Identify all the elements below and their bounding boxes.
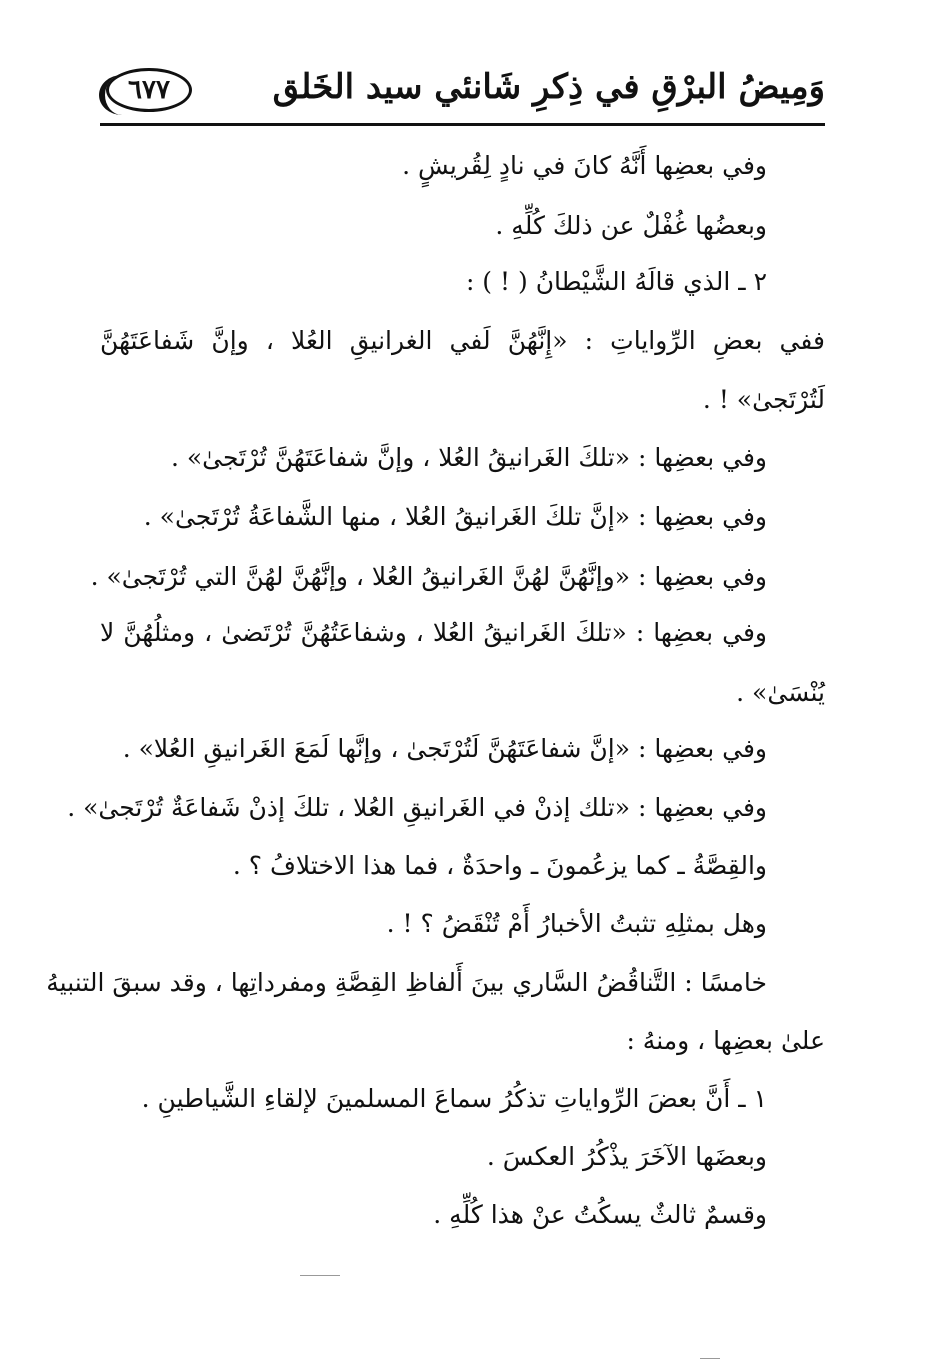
body-line: علىٰ بعضِها ، ومنهُ :	[626, 1026, 825, 1055]
body-line: ١ ـ أَنَّ بعضَ الرِّواياتِ تذكُرُ سماعَ المسلمينَ لإلقاءِ الشَّياطينِ .	[141, 1084, 767, 1113]
body-line: وهل بمثلِهِ تثبتُ الأخبارُ أَمْ تُنْقَضُ ؟ ! .	[386, 909, 767, 938]
scan-mark	[700, 1358, 720, 1359]
body-line: لَتُرْتَجىٰ» ! .	[702, 385, 825, 414]
body-line: وفي بعضِها : «إنَّ شفاعَتَهُنَّ لَتُرْتَجىٰ ، وإنَّها لَمَعَ الغَرانيقِ العُلا» .	[122, 734, 767, 763]
body-line: وفي بعضِها : «تلكَ الغَرانيقُ العُلا ، وشفاعَتُهُنَّ تُرْتَضىٰ ، ومثلُهُنَّ لا	[100, 618, 767, 647]
scan-mark	[300, 1275, 340, 1276]
body-line: ففي بعضِ الرِّواياتِ : «إِنَّهُنَّ لَفي الغرانيقِ العُلا ، وإنَّ شَفاعَتَهُنَّ	[100, 326, 825, 355]
body-line: وفي بعضِها : «تلكَ الغَرانيقُ العُلا ، وإنَّ شفاعَتَهُنَّ تُرْتَجىٰ» .	[170, 443, 767, 472]
body-line: والقِصَّةُ ـ كما يزعُمونَ ـ واحدَةٌ ، فما هذا الاختلافُ ؟ .	[232, 851, 767, 880]
running-header-title: وَمِيضُ البرْقِ في ذِكرِ شَانئي سيد الخَلق	[272, 67, 825, 107]
body-line: وبعضُها غُفْلٌ عن ذلكَ كُلِّهِ .	[495, 211, 767, 240]
body-line: وبعضَها الآخَرَ يذْكُرُ العكسَ .	[486, 1142, 767, 1171]
body-line: وقسمٌ ثالثٌ يسكُتُ عنْ هذا كُلِّهِ .	[433, 1200, 767, 1229]
header-divider	[100, 123, 825, 126]
body-line: خامسًا : التَّناقُضُ السَّاري بينَ أَلفاظِ القِصَّةِ ومفرداتِها ، وقد سبقَ التنبيهُ	[46, 968, 767, 997]
body-line: يُنْسَىٰ» .	[736, 678, 825, 707]
page-number: ٦٧٧	[106, 68, 192, 112]
body-line: وفي بعضِها : «إنَّ تلكَ الغَرانيقُ العُلا ، منها الشَّفاعَةُ تُرْتَجىٰ» .	[143, 502, 767, 531]
body-line: وفي بعضِها : «وإنَّهُنَّ لهُنَّ الغَرانيقُ العُلا ، وإنَّهُنَّ لهُنَّ التي تُرْتَجىٰ» .	[90, 562, 767, 591]
body-line: وفي بعضِها أَنَّهُ كانَ في نادٍ لِقُريشٍ .	[402, 151, 767, 180]
body-line: وفي بعضِها : «تلك إذنْ في الغَرانيقِ العُلا ، تلكَ إذنْ شَفاعَةٌ تُرْتَجىٰ» .	[67, 793, 767, 822]
body-line: ٢ ـ الذي قالَهُ الشَّيْطانُ ( ! ) :	[465, 267, 767, 296]
